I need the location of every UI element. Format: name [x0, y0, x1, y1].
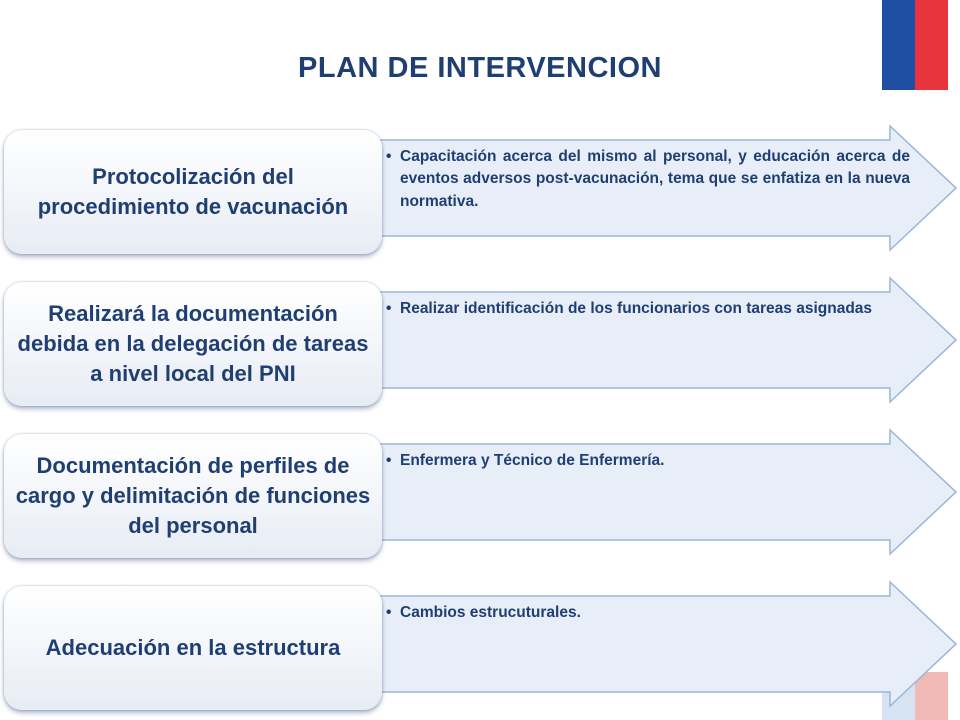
row-label-box — [4, 282, 382, 406]
bullet-marker: • — [386, 300, 392, 317]
row-label: Adecuación en la estructura — [45, 635, 341, 661]
intervention-row-4 — [0, 580, 960, 720]
row-label-box — [4, 434, 382, 558]
intervention-row-1 — [0, 124, 960, 264]
bullet-text: Cambios estrucuturales. — [400, 604, 581, 621]
intervention-row-2 — [0, 276, 960, 416]
bullet-text: Realizar identificación de los funcionarios con tareas asignadas — [400, 300, 873, 317]
bullet-text: Enfermera y Técnico de Enfermería. — [400, 452, 665, 469]
row-label-box — [4, 586, 382, 710]
row-bullet — [386, 602, 910, 624]
slide-title: PLAN DE INTERVENCION — [298, 52, 662, 84]
row-bullet — [386, 146, 910, 213]
bullet-marker: • — [386, 452, 392, 469]
row-bullet — [386, 298, 910, 320]
bullet-marker: • — [386, 148, 392, 165]
row-label-box — [4, 130, 382, 254]
bullet-text: Capacitación acerca del mismo al personal, y educación acerca de eventos adversos post-vacunación, tema que se enfatiza en la nueva normativa. — [400, 148, 910, 210]
row-label: Protocolización del procedimiento de vacunación — [37, 164, 349, 219]
row-bullet — [386, 450, 910, 472]
intervention-row-3 — [0, 428, 960, 568]
row-label: Realizará la documentación debida en la delegación de tareas a nivel local del PNI — [17, 301, 369, 386]
row-label: Documentación de perfiles de cargo y delimitación de funciones del personal — [15, 453, 371, 538]
bullet-marker: • — [386, 604, 392, 621]
